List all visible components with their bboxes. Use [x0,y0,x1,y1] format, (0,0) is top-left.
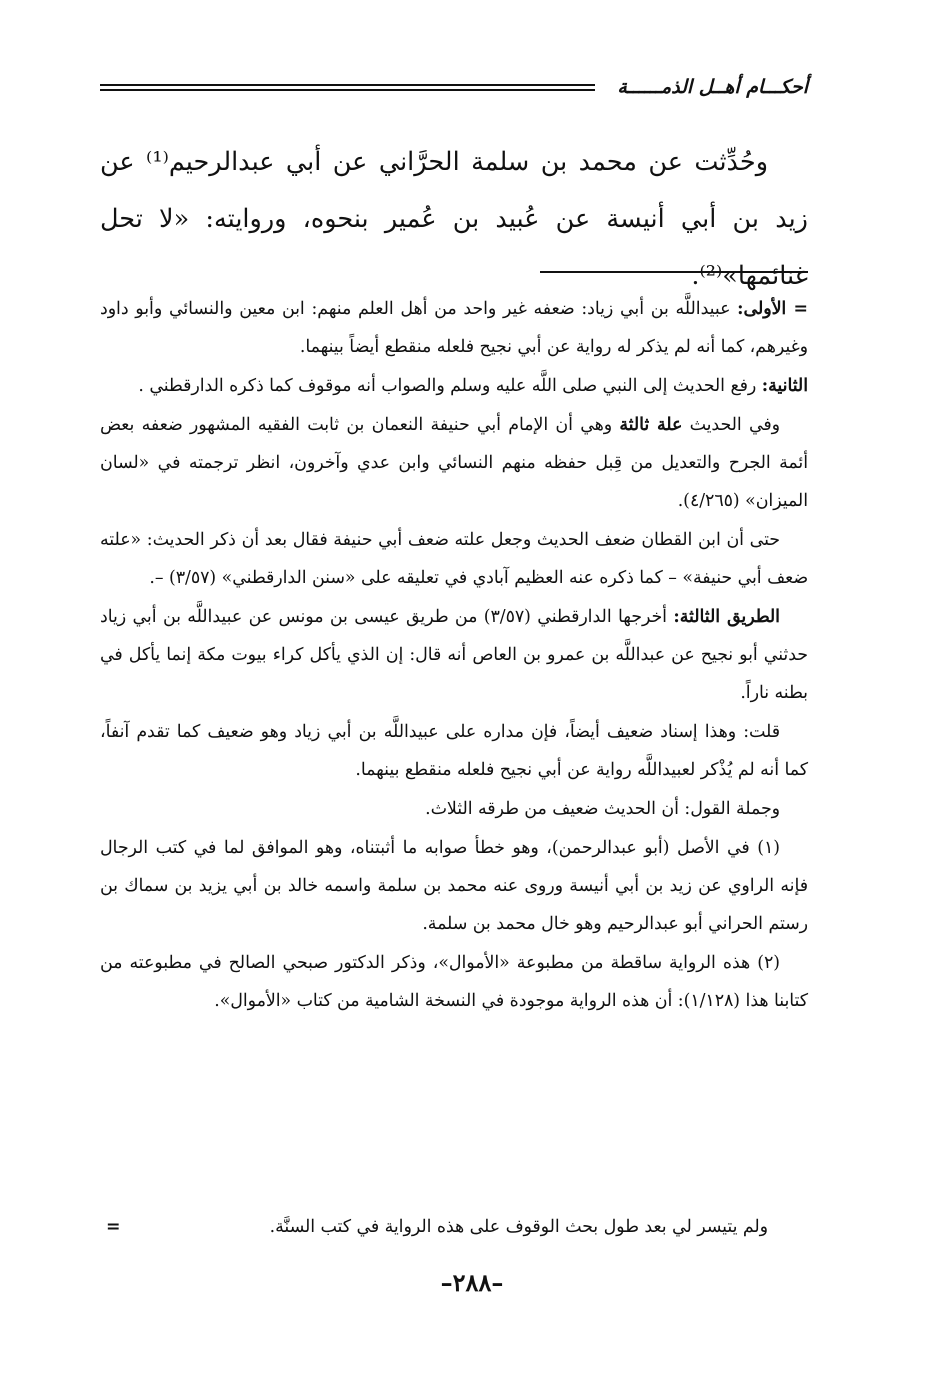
note-third-route [100,598,808,712]
main-paragraph: وحُدِّثت عن محمد بن سلمة الحرَّاني عن أبي عبدالرحيم⁽¹⁾ عن زيد بن أبي أنيسة عن عُبيد بن عُمير بنحوه، وروايته: «لا تحل غنائمها»⁽²⁾. [100,147,808,291]
note-third-defect [100,406,808,520]
note-third-rest: وهي أن الإمام أبي حنيفة النعمان بن ثابت الفقيه المشهور ضعفه بعض أئمة الجرح والتعديل من قِبل حفظه منهم النسائي وابن عدي وآخرون، انظر ترجمته في «لسان الميزان» (٤/٢٦٥). [100,415,808,511]
footnote-1: (١) في الأصل (أبو عبدالرحمن)، وهو خطأ صوابه ما أثبتناه، وهو الموافق لما في كتب الرجال فإنه الراوي عن زيد بن أبي أنيسة وروى عنه محمد بن سلمة واسمه خالد بن أبي يزيد بن سماك بن رستم الحراني أبو عبدالرحيم وهو خال محمد بن سلمة. [100,838,808,934]
continuation-mark: = [106,1217,121,1237]
footnote-2: (٢) هذه الرواية ساقطة من مطبوعة «الأموال»، وذكر الدكتور صبحي الصالح في مطبوعته من كتابنا هذا (١/١٢٨): أن هذه الرواية موجودة في النسخة الشامية من كتاب «الأموال». [100,953,808,1011]
note-assessment: قلت: وهذا إسناد ضعيف أيضاً، فإن مداره على عبيداللَّه بن أبي زياد وهو ضعيف كما تقدم آنفاً، كما أنه لم يُذْكر لعبيداللَّه رواية عن أبي نجيح فلعله منقطع بينهما. [100,722,808,780]
footnote-2-tail-line [100,1208,808,1246]
page-number: –٢٨٨– [440,1268,504,1297]
main-text [100,134,808,305]
note-second-label: الثانية: [761,376,808,396]
note-first-text: عبيداللَّه بن أبي زياد: ضعفه غير واحد من أهل العلم منهم: ابن معين والنسائي وأبو داود وغيرهم، كما أنه لم يذكر له رواية عن أبي نجيح فلعله منقطع أيضاً بينهما. [100,299,808,357]
header-title: أحكـــام أهــل الذمــــــة [617,76,808,98]
note-second-text: رفع الحديث إلى النبي صلى اللَّه عليه وسلم والصواب أنه موقوف كما ذكره الدارقطني . [138,376,757,396]
note-second [100,367,808,405]
note-ibn-qattan: حتى أن ابن القطان ضعف الحديث وجعل علته ضعف أبي حنيفة فقال بعد أن ذكر الحديث: «علته ضعف أبي حنيفة» – كما ذكره عنه العظيم آبادي في تعليقه على «سنن الدارقطني» (٣/٥٧) –. [100,530,808,588]
note-third-prefix: وفي الحديث [689,415,780,435]
note-first [100,290,808,366]
running-header [100,70,808,104]
note-conclusion: وجملة القول: أن الحديث ضعيف من طرقه الثلاث. [425,799,780,819]
note-third-bold: علة ثالثة [619,415,683,435]
footnote-separator [540,271,808,273]
header-double-rule [100,84,595,91]
note-third-route-text: أخرجها الدارقطني (٣/٥٧) من طريق عيسى بن مونس عن عبيداللَّه بن أبي زياد حدثني أبو نجيح عن عبداللَّه بن عمرو بن العاص أنه قال: إن الذي يأكل كراء بيوت مكة إنما يأكل في بطنه ناراً. [100,607,808,703]
footnotes-block [100,290,808,1021]
note-third-route-label: الطريق الثالثة: [673,607,780,627]
note-first-label: = الأولى: [737,299,808,319]
footnote-2-tail: ولم يتيسر لي بعد طول بحث الوقوف على هذه الرواية في كتب السنَّة. [269,1217,768,1237]
